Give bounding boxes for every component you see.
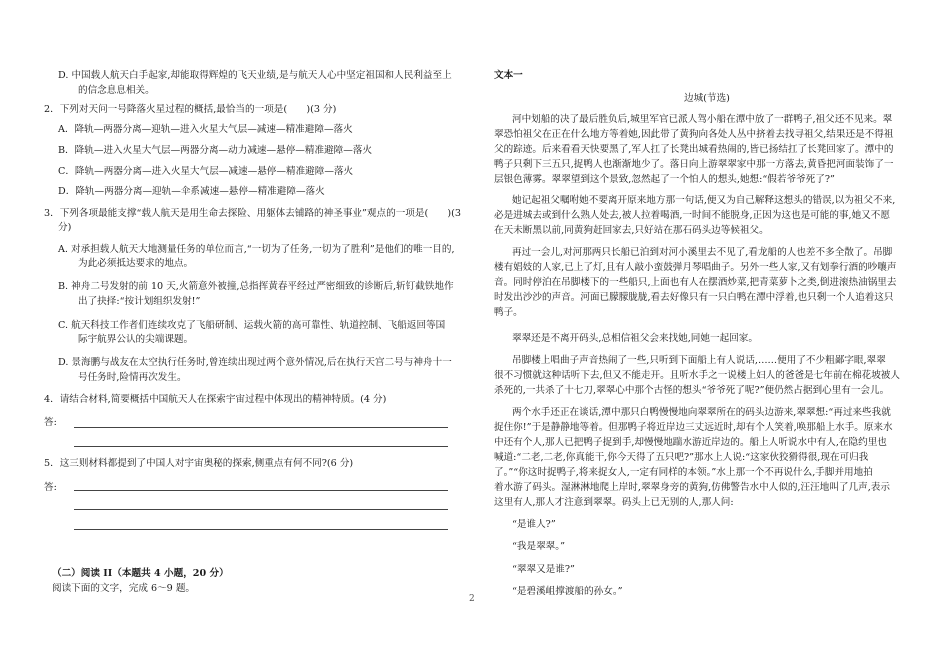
q3-stem-line1: 3．下列各项最能支撑“载人航天是用生命去探险、用躯体去铺路的神圣事业”观点的一项是( )(3 — [44, 208, 461, 219]
q4-stem: 4．请结合材料,简要概括中国航天人在探索宇宙过程中体现出的精神特质。(4 分) — [44, 394, 387, 405]
q3-option-a-line2: 为此必须抵达要求的地点。 — [78, 258, 194, 269]
q2-option-a: A．降轨—两器分离—迎轨—进入火星大气层—减速—精准避障—落火 — [58, 124, 353, 135]
q5-answer-line-3[interactable] — [74, 529, 448, 530]
passage-p6-line: 捉住你!”于是静静地等着。但那鸭子将近岸边三丈远近时,却有个人笑着,唤那船上水手。原来水 — [494, 422, 893, 433]
passage-p3-line: 音。同时停泊在吊脚楼下的一些船只,上面也有人在摆酒炒菜,把青菜萝卜之类,倒进滚热油锅里去 — [494, 277, 897, 288]
passage-p2-line: 必是进城去或到什么熟人处去,被人拉着喝酒,一时间不能脱身,正因为这也是可能的事,她又不愿 — [494, 210, 890, 221]
dialogue-line: “是谁人?” — [512, 519, 556, 530]
passage-p3-line: 时发出沙沙的声音。河面已朦朦胧胧,看去好像只有一只白鸭在潭中浮着,也只剩一个人追着这只 — [494, 292, 894, 303]
passage-p6-line: 这里有人,那人才注意到翠翠。码头上已无别的人,那人问: — [494, 497, 734, 508]
passage-title: 边城(节选) — [684, 93, 730, 104]
q4-answer-line-1[interactable] — [74, 427, 448, 428]
q2-stem: 2．下列对天问一号降落火星过程的概括,最恰当的一项是( )(3 分) — [44, 104, 337, 115]
passage-p1-line: 父的踪迹。后来看看天快要黑了,军人扛了长凳出城看热闹的,皆已扬结扛了长凳回家了。潭中的 — [494, 144, 894, 155]
passage-p6-line: 中还有个人,那人已把鸭子捉到手,却慢慢地踹水游近岸边的。船上人听说水中有人,在隐约里也 — [494, 437, 887, 448]
passage-p4-line: 翠翠还是不离开码头,总相信祖父会来找她,同她一起回家。 — [512, 333, 758, 344]
passage-p1-line: 翠恐怕祖父在正在什么地方等着她,因此带了黄狗向各处人丛中挤着去找寻祖父,结果还是不得祖 — [494, 129, 894, 140]
q4-answer-line-2[interactable] — [74, 446, 448, 447]
section-title: （二）阅读 II（本题共 4 小题，20 分） — [52, 568, 229, 579]
section-instruction: 阅读下面的文字，完成 6～9 题。 — [52, 583, 196, 594]
q3-option-c-line2: 际宇航界公认的尖端课题。 — [78, 334, 194, 345]
q3-option-b-line1: B. 神舟二号发射的前 10 天,火箭意外被撞,总指挥黄春平经过严密细致的诊断后,斩钉截铁地作 — [58, 281, 454, 292]
q3-stem-line2: 分) — [58, 222, 72, 233]
q1-option-d-line2: 的信念息息相关。 — [78, 85, 155, 96]
q3-option-d-line2: 号任务时,险情再次发生。 — [78, 372, 187, 383]
q3-option-b-line2: 出了抉择:“按计划组织发射!” — [78, 296, 201, 307]
passage-p5-line: 吊脚楼上唱曲子声音热闹了一些,只听到下面船上有人说话,……便用了不少粗鄙字眼,翠翠 — [512, 355, 886, 366]
passage-p1-line: 鸭子只剩下三五只,捉鸭人也渐渐地少了。落日向上游翠翠家中那一方落去,黄昏把河面装饰了一 — [494, 159, 894, 170]
passage-p6-line: 两个水手还正在谈话,潭中那只白鸭慢慢地向翠翠所在的码头边游来,翠翠想:“再过来些我就 — [512, 407, 891, 418]
q4-answer-label: 答: — [44, 417, 57, 428]
passage-p3-line: 再过一会儿,对河那两只长船已泊到对河小溪里去不见了,看龙船的人也差不多全散了。吊脚 — [512, 247, 893, 258]
q5-answer-line-1[interactable] — [74, 490, 448, 491]
passage-p3-line: 鸭子。 — [494, 307, 523, 318]
page-number: 2 — [469, 594, 475, 604]
passage-p2-line: 在天未断黑以前,同黄狗赶回家去,只好站在那石码头边等候祖父。 — [494, 225, 769, 236]
q2-option-c: C．降轨—两器分离—进入火星大气层—减速—悬停—精准避障—落火 — [58, 166, 354, 177]
q5-answer-label: 答: — [44, 482, 57, 493]
q5-stem: 5．这三则材料都提到了中国人对宇宙奥秘的探索,侧重点有何不同?(6 分) — [44, 458, 354, 469]
q2-option-b: B．降轨—进入火星大气层—两器分离—动力减速—悬停—精准避障—落火 — [58, 145, 373, 156]
q2-option-d: D．降轨—两器分离—迎轨—伞系减速—悬停—精准避障—落火 — [58, 186, 325, 197]
text-label: 文本一 — [494, 70, 523, 81]
dialogue-line: “是碧溪岨撑渡船的孙女。” — [512, 586, 623, 597]
q1-option-d-line1: D. 中国载人航天白手起家,却能取得辉煌的飞天业绩,是与航天人心中坚定祖国和人民利益至上 — [58, 70, 452, 81]
passage-p6-line: 喊道:“二老,二老,你真能干,你今天得了五只吧?”那水上人说:“这家伙狡猾得很,现在可归我 — [494, 452, 869, 463]
q3-option-c-line1: C. 航天科技工作者们连续攻克了飞船研制、运载火箭的高可靠性、轨道控制、飞船返回等国 — [58, 320, 446, 331]
passage-p2-line: 她记起祖父嘱咐她不要离开原来地方那一句话,便又为自己解释这想头的错误,以为祖父不来, — [512, 195, 896, 206]
q3-option-d-line1: D. 景海鹏与战友在太空执行任务时,曾连续出现过两个意外情况,后在执行天宫二号与神舟十一 — [58, 357, 452, 368]
passage-p5-line: 杀死的,一共杀了十七刀,翠翠心中那个古怪的想头“爷爷死了呢?”便仍然占据到心里有一会儿。 — [494, 385, 890, 396]
q3-option-a-line1: A. 对承担载人航天大地测量任务的单位而言,“一切为了任务,一切为了胜利”是他们的唯一目的, — [58, 244, 455, 255]
passage-p5-line: 很不习惯就这种话听下去,但又不能走开。且听水手之一说楼上妇人的爸爸是七年前在棉花坡被人 — [494, 370, 900, 381]
dialogue-line: “我是翠翠。” — [512, 541, 565, 552]
passage-p3-line: 楼有娼妓的人家,已上了灯,且有人敲小蛮鼓弹月琴唱曲子。另外一些人家,又有划拳行酒的吵嚷声 — [494, 262, 897, 273]
dialogue-line: “翠翠又是谁?” — [512, 564, 575, 575]
passage-p6-line: 了。”“你这时捉鸭子,将来捉女人,一定有同样的本领。”水上那一个不再说什么,手脚并用地拍 — [494, 467, 873, 478]
passage-p1-line: 河中划船的决了最后胜负后,城里军官已派人驾小船在潭中放了一群鸭子,祖父还不见来。翠 — [512, 114, 893, 125]
passage-p6-line: 着水游了码头。湿淋淋地爬上岸时,翠翠身旁的黄狗,仿佛警告水中人似的,汪汪地叫了几声,表示 — [494, 482, 890, 493]
passage-p1-line: 层银色薄雾。翠翠望到这个景致,忽然起了一个怕人的想头,她想:“假若爷爷死了?” — [494, 174, 835, 185]
q5-answer-line-2[interactable] — [74, 509, 448, 510]
